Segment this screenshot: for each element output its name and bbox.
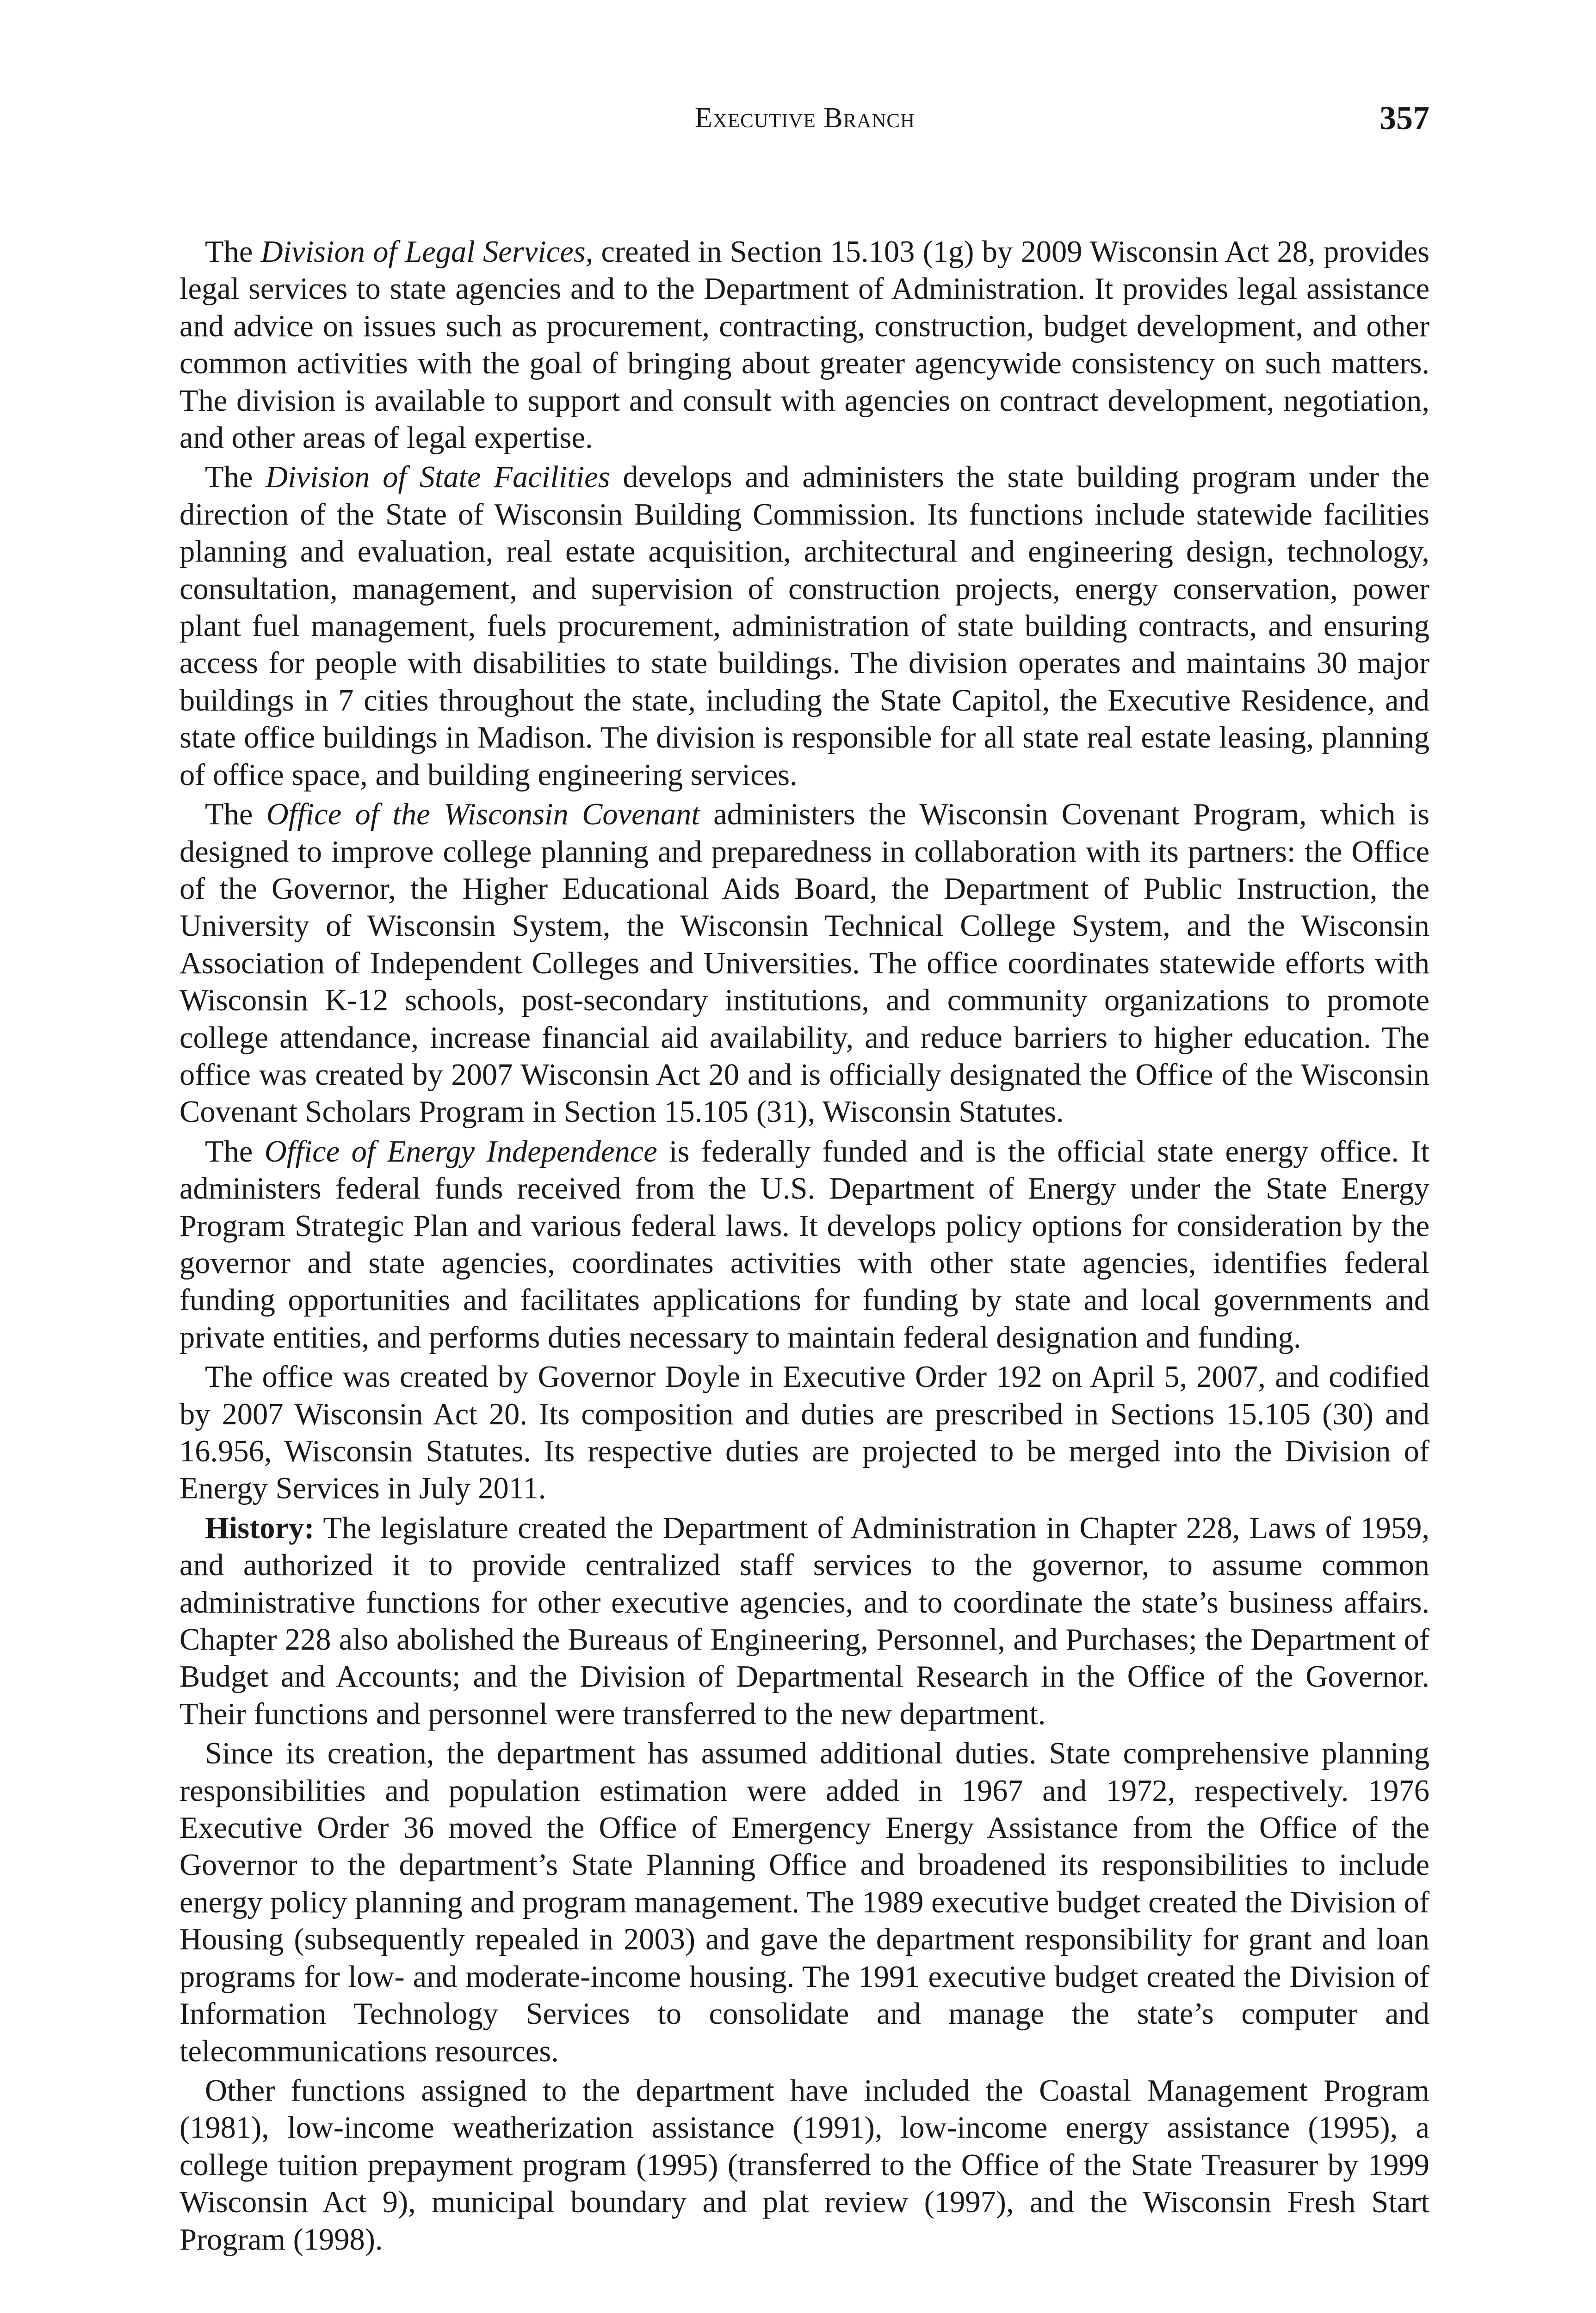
paragraph-text: The legislature created the Department of Administration in Chapter 228, Laws of 1959, and authorized it to provide centralized staff services to the governor, to assume common administrative functions for other executive agencies, and to coordinate the state’s business affairs. Chapter 228 also abolished the Bureaus of Engineering, Personnel, and Purchases; the Department of Budget and Accounts; and the Division of Departmental Research in the Office of the Governor. Their functions and personnel were transferred to the new department. <box>179 1511 1429 1731</box>
paragraph-lead: The <box>205 235 261 269</box>
paragraph-text: develops and administers the state building program under the direction of the State of Wisconsin Building Commission. Its functions include statewide facilities planning and evaluation, real estate acquisition, architectural and engineering design, technology, consultation, management, and supervision of construction projects, energy conservation, power plant fuel management, fuels procurement, administration of state building contracts, and ensuring access for people with disabilities to state buildings. The division operates and maintains 30 major buildings in 7 cities throughout the state, including the State Capitol, the Executive Residence, and state office buildings in Madison. The division is responsible for all state real estate leasing, planning of office space, and building engineering services. <box>179 460 1429 792</box>
page-number: 357 <box>1379 99 1429 136</box>
paragraph-lead: The <box>205 798 266 832</box>
paragraph-text: Since its creation, the department has assumed additional duties. State comprehensive planning responsibilities and population estimation were added in 1967 and 1972, respectively. 1976 Executive Order 36 moved the Office of Emergency Energy Assistance from the Office of the Governor to the department’s State Planning Office and broadened its responsibilities to include energy policy planning and program management. The 1989 executive budget created the Division of Housing (subsequently repealed in 2003) and gave the department responsibility for grant and loan programs for low- and moderate-income housing. The 1991 executive budget created the Division of Information Technology Services to consolidate and manage the state’s computer and telecommunications resources. <box>179 1737 1429 2068</box>
paragraph-text: is federally funded and is the official state energy office. It administers federal funds received from the U.S. Department of Energy under the State Energy Program Strategic Plan and various federal laws. It develops policy options for consideration by the governor and state agencies, coordinates activities with other state agencies, identifies federal funding opportunities and facilitates applications for funding by state and local governments and private entities, and performs duties necessary to maintain federal designation and funding. <box>179 1134 1429 1354</box>
paragraph-since-creation <box>179 1735 1429 2070</box>
history-label: History: <box>205 1511 315 1545</box>
paragraph-office-created-executive-order <box>179 1359 1429 1508</box>
paragraph-text: The office was created by Governor Doyle in Executive Order 192 on April 5, 2007, and codified by 2007 Wisconsin Act 20. Its composition and duties are prescribed in Sections 15.105 (30) and 16.956, Wisconsin Statutes. Its respective duties are projected to be merged into the Division of Energy Services in July 2011. <box>179 1360 1429 1506</box>
paragraph-history <box>179 1510 1429 1733</box>
paragraph-text: created in Section 15.103 (1g) by 2009 Wisconsin Act 28, provides legal services to state agencies and to the Department of Administration. It provides legal assistance and advice on issues such as procurement, contracting, construction, budget development, and other common activities with the goal of bringing about greater agencywide consistency on such matters. The division is available to support and consult with agencies on contract development, negotiation, and other areas of legal expertise. <box>179 235 1429 455</box>
paragraph-lead: The <box>205 460 266 495</box>
paragraph-office-energy-independence <box>179 1133 1429 1356</box>
paragraph-other-functions <box>179 2072 1429 2258</box>
paragraph-office-wisconsin-covenant <box>179 796 1429 1131</box>
body-text <box>179 234 1429 2258</box>
paragraph-term: Office of the Wisconsin Covenant <box>266 798 700 832</box>
paragraph-text: Other functions assigned to the department have included the Coastal Management Program (1981), low-income weatherization assistance (1991), low-income energy assistance (1995), a college tuition prepayment program (1995) (transferred to the Office of the State Treasurer by 1999 Wisconsin Act 9), municipal boundary and plat review (1997), and the Wisconsin Fresh Start Program (1998). <box>179 2073 1429 2257</box>
paragraph-text: administers the Wisconsin Covenant Program, which is designed to improve college planning and preparedness in collaboration with its partners: the Office of the Governor, the Higher Educational Aids Board, the Department of Public Instruction, the University of Wisconsin System, the Wisconsin Technical College System, and the Wisconsin Association of Independent Colleges and Universities. The office coordinates statewide efforts with Wisconsin K-12 schools, post-secondary institutions, and community organizations to promote college attendance, increase financial aid availability, and reduce barriers to higher education. The office was created by 2007 Wisconsin Act 20 and is officially designated the Office of the Wisconsin Covenant Scholars Program in Section 15.105 (31), Wisconsin Statutes. <box>179 798 1429 1129</box>
paragraph-term: Office of Energy Independence <box>264 1134 657 1169</box>
paragraph-lead: The <box>205 1134 265 1169</box>
paragraph-term: Division of State Facilities <box>266 460 610 495</box>
running-head <box>180 93 1429 143</box>
section-title: Executive Branch <box>694 102 916 134</box>
paragraph-term: Division of Legal Services, <box>260 235 594 269</box>
paragraph-division-state-facilities <box>179 459 1429 794</box>
paragraph-division-legal-services <box>179 234 1429 457</box>
